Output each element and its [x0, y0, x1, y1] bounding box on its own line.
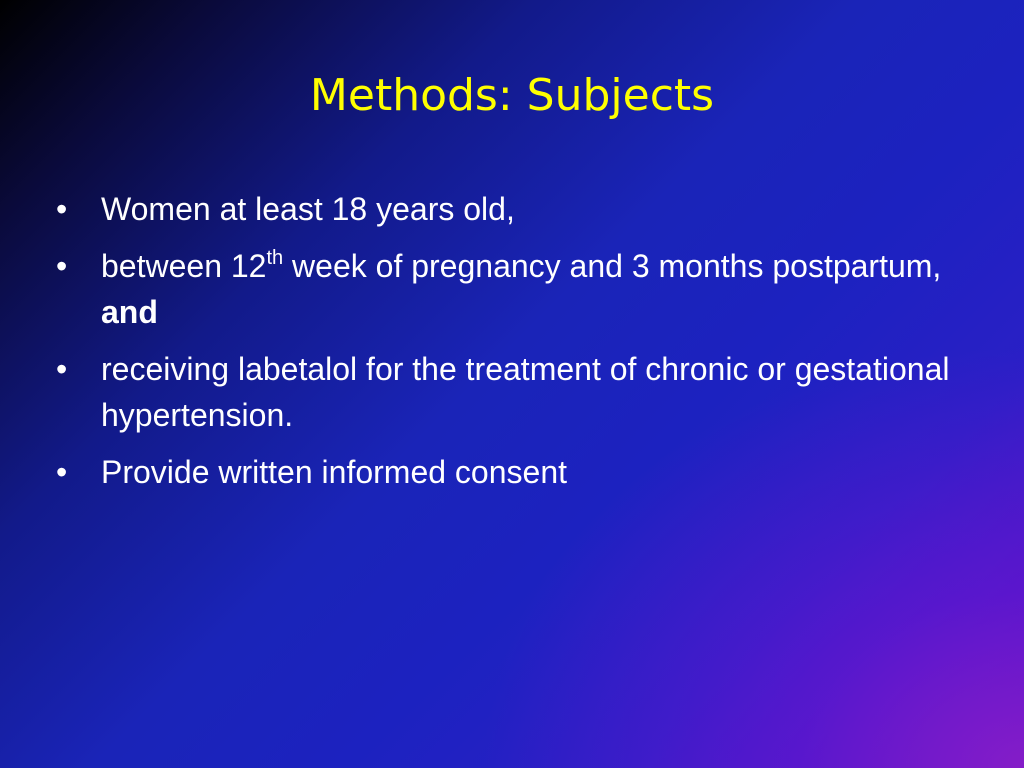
bullet-icon: • [56, 191, 68, 227]
bullet-icon: • [56, 248, 68, 284]
bullet-text [101, 248, 941, 330]
bullet-text: receiving labetalol for the treatment of chronic or gestational hypertension. [101, 351, 950, 433]
bullet-icon: • [56, 351, 68, 387]
bullet-item [56, 186, 976, 232]
bullet-item [56, 346, 976, 438]
superscript-ordinal: th [266, 247, 284, 269]
bullet-text: Provide written informed consent [101, 454, 567, 490]
bullet-list [56, 186, 976, 506]
bullet-text: Women at least 18 years old, [101, 191, 515, 227]
bullet-item [56, 243, 976, 335]
bullet-text-part: between 12 [101, 248, 267, 284]
bullet-icon: • [56, 454, 68, 490]
bullet-item [56, 449, 976, 495]
bullet-text-part: week of pregnancy and 3 months postpartum, [283, 248, 942, 284]
slide-title: Methods: Subjects [309, 70, 715, 121]
bold-emphasis: and [101, 294, 158, 330]
